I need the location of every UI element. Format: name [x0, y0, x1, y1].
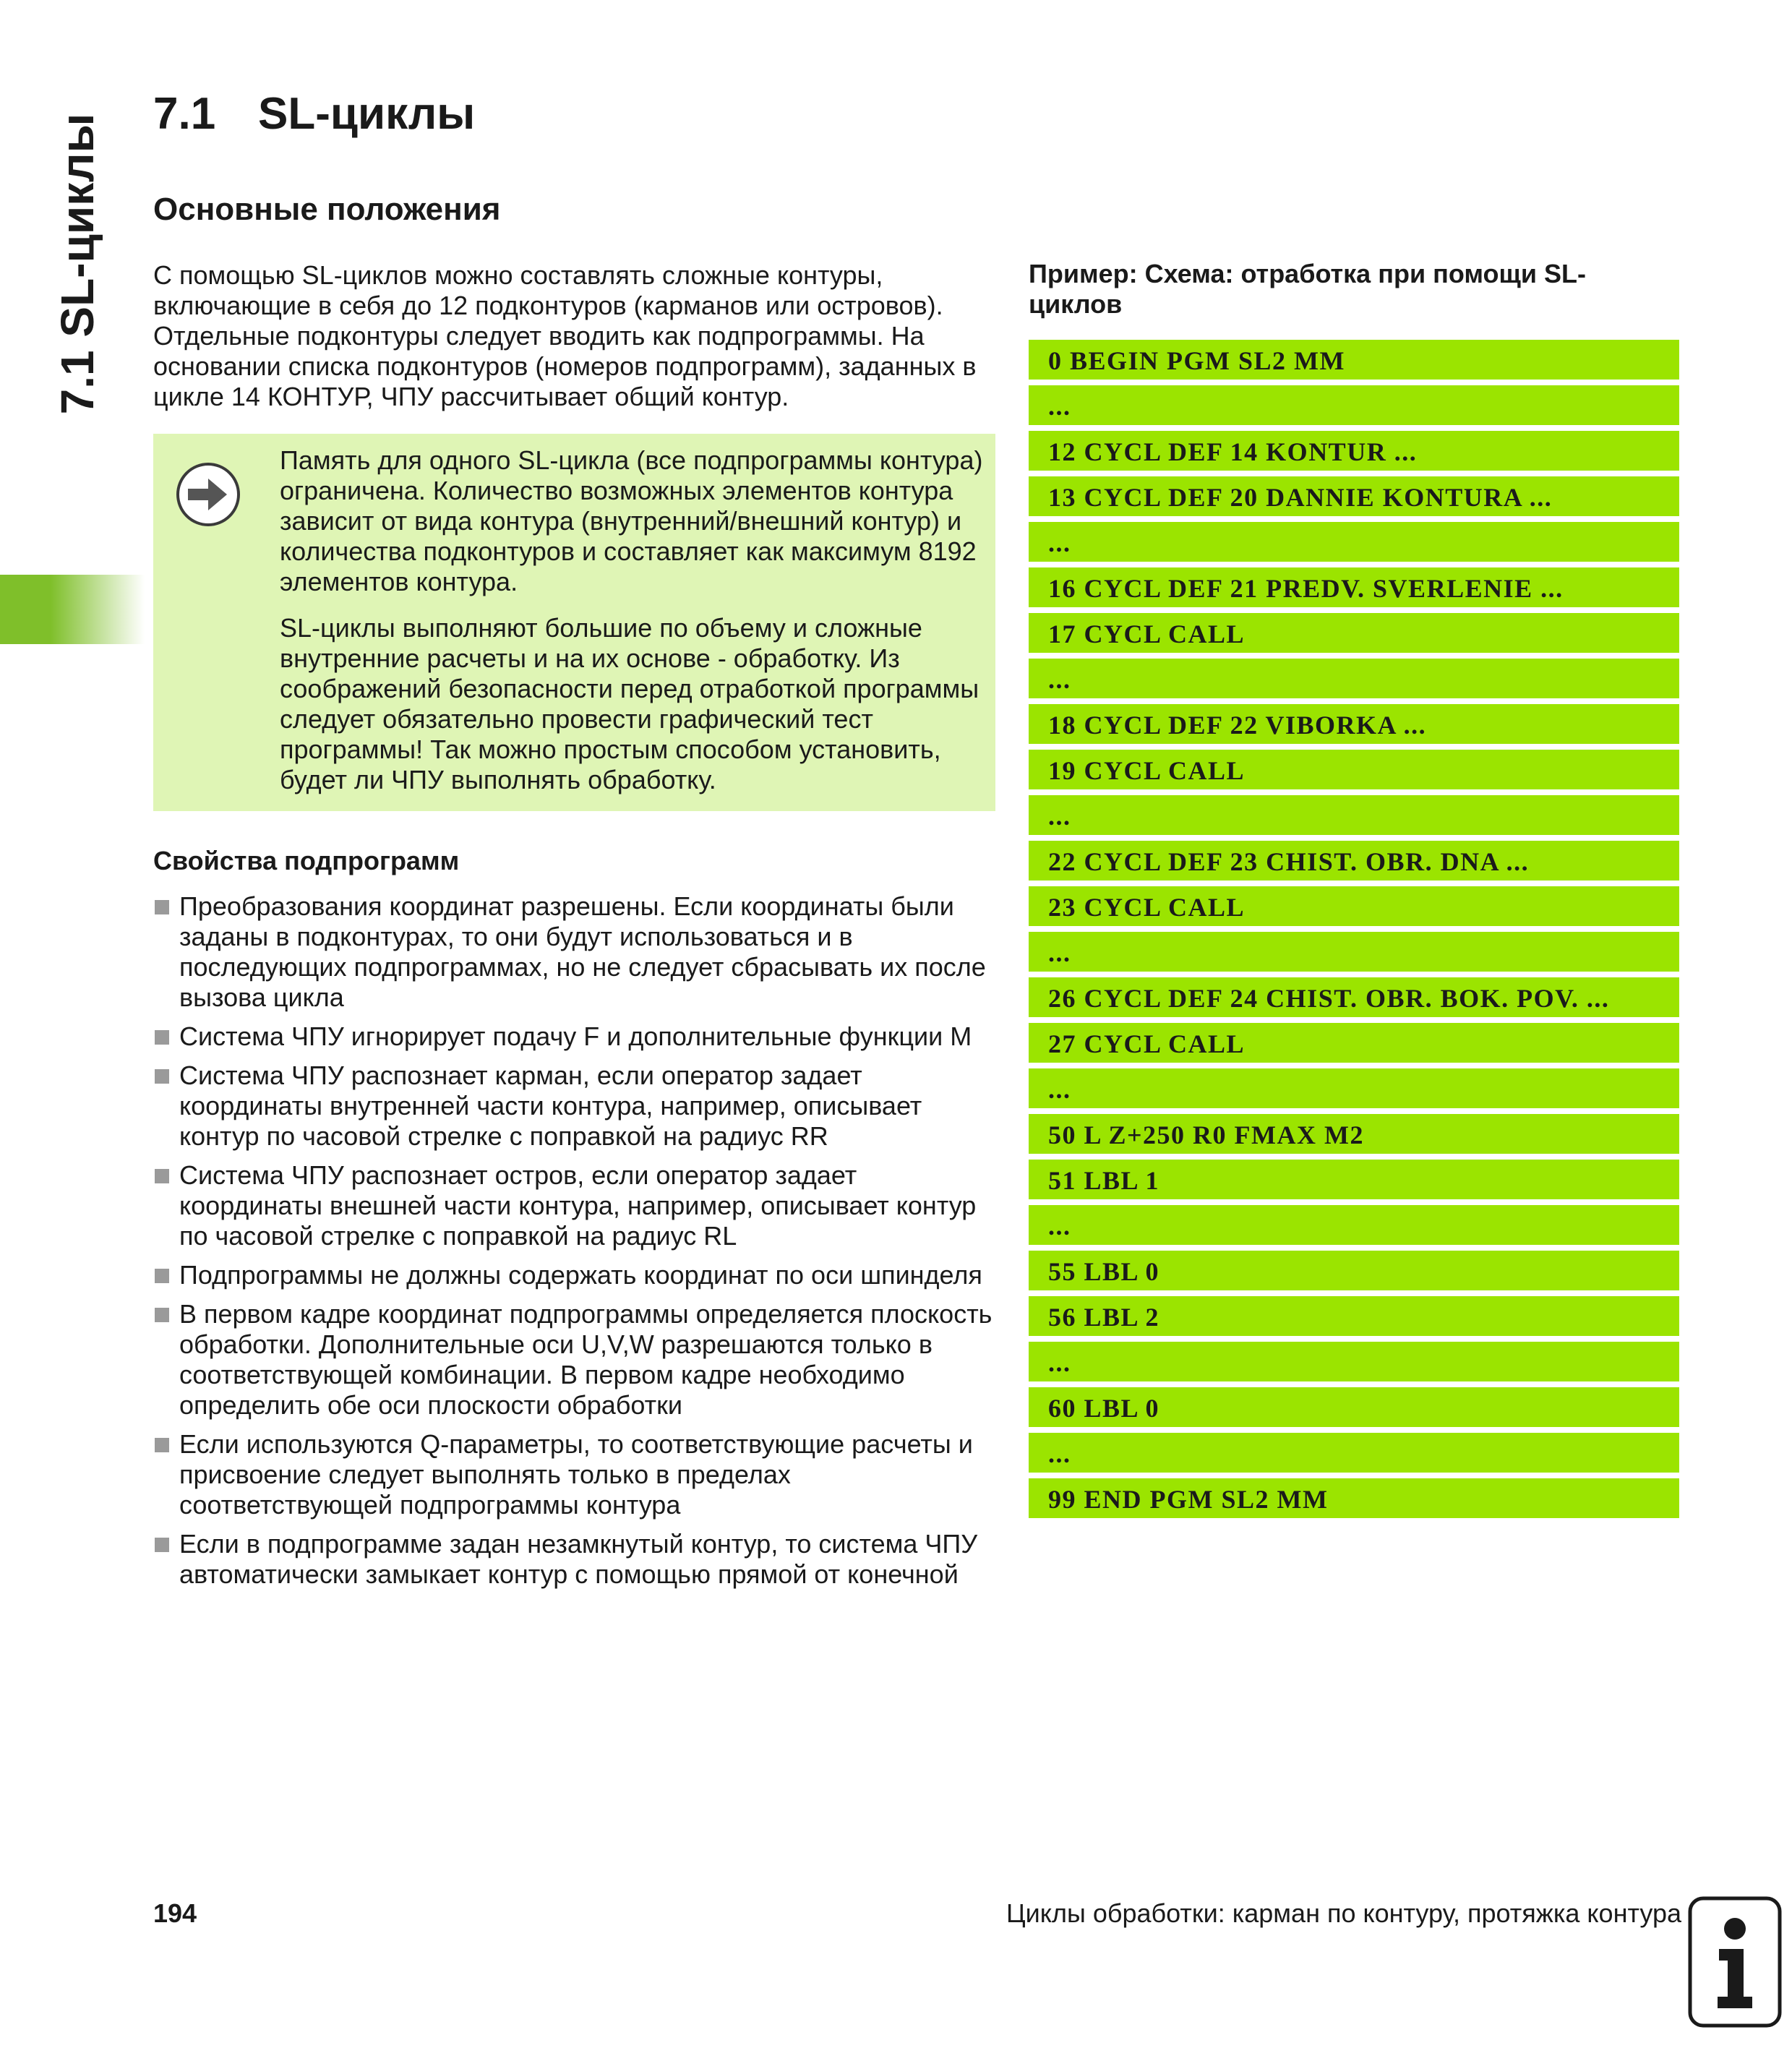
square-bullet-icon	[155, 1069, 169, 1084]
code-line: 55 LBL 0	[1029, 1251, 1679, 1290]
properties-title: Свойства подпрограмм	[153, 846, 460, 875]
code-line: 22 CYCL DEF 23 CHIST. OBR. DNA ...	[1029, 841, 1679, 881]
list-item	[153, 891, 999, 1013]
chapter-marker	[0, 575, 145, 644]
arrow-right-icon	[175, 461, 241, 528]
footer-chapter-text: Циклы обработки: карман по контуру, протяжка контура	[1006, 1898, 1681, 1928]
intro-paragraph: С помощью SL-циклов можно составлять сложные контуры, включающие в себя до 12 подконтуров (карманов или островов). Отдельные подконтуры следует вводить как подпрограммы. На основании списка подконтуров (номеров подпрограмм), заданных в цикле 14 КОНТУР, ЧПУ рассчитывает общий контур.	[153, 260, 977, 411]
square-bullet-icon	[155, 1308, 169, 1322]
code-line: ...	[1029, 659, 1679, 698]
code-line: 13 CYCL DEF 20 DANNIE KONTURA ...	[1029, 476, 1679, 516]
code-line: ...	[1029, 1205, 1679, 1245]
section-title: Основные положения	[153, 192, 501, 227]
chapter-number: 7.1	[153, 89, 216, 139]
square-bullet-icon	[155, 1438, 169, 1452]
code-line: 0 BEGIN PGM SL2 MM	[1029, 340, 1679, 380]
code-line: 19 CYCL CALL	[1029, 750, 1679, 789]
square-bullet-icon	[155, 900, 169, 914]
note-paragraph: Память для одного SL-цикла (все подпрограммы контура) ограничена. Количество возможных элементов контура зависит от вида контура (внутренний/внешний контур) и количества подконтуров и составляет как максимум 8192 элементов контура.	[280, 445, 983, 596]
code-line: 50 L Z+250 R0 FMAX M2	[1029, 1114, 1679, 1154]
list-item	[153, 1299, 999, 1421]
square-bullet-icon	[155, 1269, 169, 1283]
chapter-title	[153, 88, 475, 140]
list-item-text: Если используются Q-параметры, то соответствующие расчеты и присвоение следует выполнять только в пределах соответствующей подпрограммы контура	[179, 1429, 973, 1520]
list-item-text: Преобразования координат разрешены. Если координаты были заданы в подконтурах, то они будут использоваться и в последующих подпрограммах, но не следует сбрасывать их после вызова цикла	[179, 891, 986, 1012]
code-line: ...	[1029, 1433, 1679, 1473]
square-bullet-icon	[155, 1169, 169, 1183]
square-bullet-icon	[155, 1030, 169, 1045]
list-item-text: В первом кадре координат подпрограммы определяется плоскость обработки. Дополнительные оси U,V,W разрешаются только в соответствующей комбинации. В первом кадре необходимо определить обе оси плоскости обработки	[179, 1299, 993, 1420]
list-item-text: Система ЧПУ игнорирует подачу F и дополнительные функции M	[179, 1021, 972, 1051]
list-item	[153, 1021, 999, 1052]
code-line: 23 CYCL CALL	[1029, 886, 1679, 926]
code-line: 60 LBL 0	[1029, 1387, 1679, 1427]
side-tab-label: 7.1 SL-циклы	[51, 113, 103, 415]
page-number: 194	[153, 1898, 197, 1928]
info-icon	[1687, 1895, 1783, 2028]
code-line: ...	[1029, 795, 1679, 835]
code-line: 99 END PGM SL2 MM	[1029, 1478, 1679, 1518]
side-tab	[52, 101, 103, 427]
properties-list	[153, 891, 999, 1598]
code-line: 26 CYCL DEF 24 CHIST. OBR. BOK. POV. ...	[1029, 977, 1679, 1017]
code-line: ...	[1029, 1068, 1679, 1108]
code-line: 18 CYCL DEF 22 VIBORKA ...	[1029, 704, 1679, 744]
code-line: 12 CYCL DEF 14 KONTUR ...	[1029, 431, 1679, 471]
example-title: Пример: Схема: отработка при помощи SL-циклов	[1029, 259, 1586, 319]
list-item-text: Система ЧПУ распознает остров, если оператор задает координаты внешней части контура, например, описывает контур по часовой стрелке с поправкой на радиус RL	[179, 1160, 977, 1251]
code-line: 17 CYCL CALL	[1029, 613, 1679, 653]
code-line: 16 CYCL DEF 21 PREDV. SVERLENIE ...	[1029, 567, 1679, 607]
list-item-text: Если в подпрограмме задан незамкнутый контур, то система ЧПУ автоматически замыкает контур с помощью прямой от конечной	[179, 1529, 978, 1589]
list-item	[153, 1529, 999, 1590]
square-bullet-icon	[155, 1538, 169, 1552]
code-line: 56 LBL 2	[1029, 1296, 1679, 1336]
note-paragraph: SL-циклы выполняют большие по объему и сложные внутренние расчеты и на их основе - обработку. Из соображений безопасности перед отработкой программы следует обязательно провести графический тест программы! Так можно простым способом установить, будет ли ЧПУ выполнять обработку.	[280, 613, 979, 794]
note-text	[280, 445, 985, 811]
list-item-text: Система ЧПУ распознает карман, если оператор задает координаты внутренней части контура, например, описывает контур по часовой стрелке с поправкой на радиус RR	[179, 1061, 922, 1151]
code-line: 51 LBL 1	[1029, 1160, 1679, 1199]
code-line: 27 CYCL CALL	[1029, 1023, 1679, 1063]
code-line: ...	[1029, 385, 1679, 425]
list-item	[153, 1061, 999, 1152]
code-line: ...	[1029, 932, 1679, 972]
code-line: ...	[1029, 1342, 1679, 1381]
list-item	[153, 1160, 999, 1251]
list-item	[153, 1429, 999, 1520]
nc-program-listing	[1029, 340, 1679, 1524]
chapter-title-text: SL-циклы	[258, 89, 476, 139]
list-item	[153, 1260, 999, 1290]
note-box	[153, 434, 995, 811]
code-line: ...	[1029, 522, 1679, 562]
list-item-text: Подпрограммы не должны содержать координат по оси шпинделя	[179, 1260, 982, 1290]
